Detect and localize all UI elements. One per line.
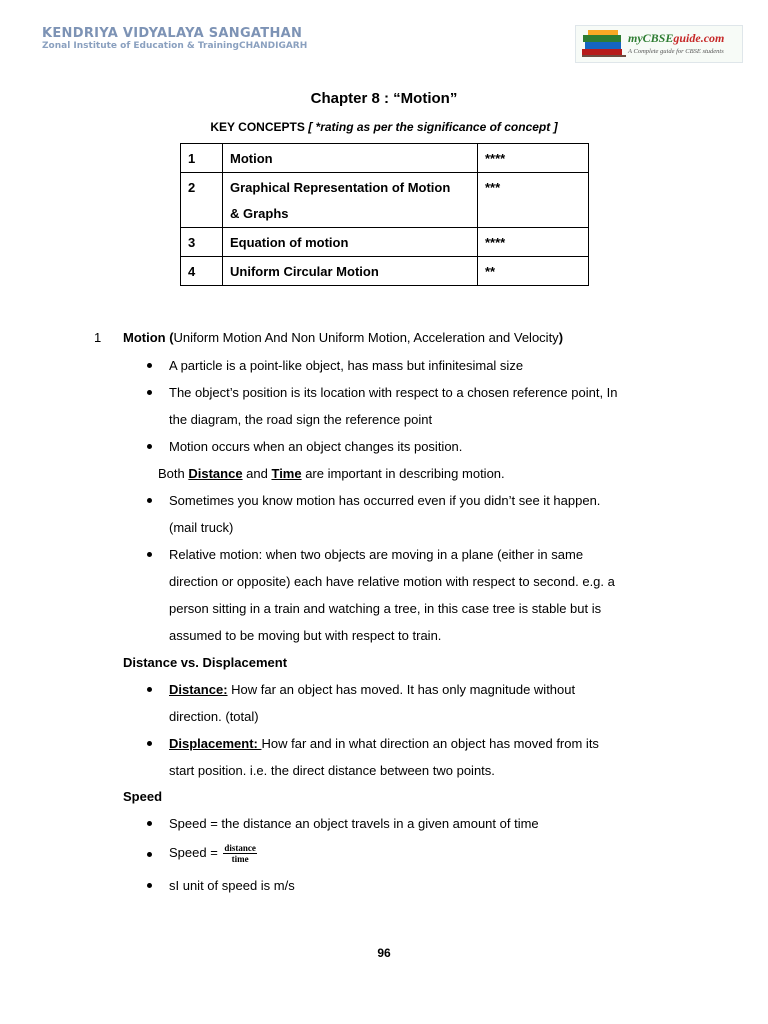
list-item-cont: assumed to be moving but with respect to train. bbox=[169, 628, 442, 643]
list-item-cont: person sitting in a train and watching a tree, in this case tree is stable but is bbox=[169, 601, 602, 616]
subheading-speed: Speed bbox=[123, 789, 163, 804]
table-row bbox=[181, 144, 589, 173]
bullet-icon bbox=[147, 390, 152, 395]
row-rating: **** bbox=[478, 228, 589, 257]
row-concept: Graphical Representation of Motion & Graphs bbox=[223, 173, 478, 228]
row-concept: Motion bbox=[223, 144, 478, 173]
bullet-icon bbox=[147, 741, 152, 746]
header-institute bbox=[42, 27, 307, 51]
section-heading: Motion (Uniform Motion And Non Uniform Motion, Acceleration and Velocity) bbox=[123, 330, 564, 345]
list-item: Sometimes you know motion has occurred even if you didn’t see it happen. bbox=[169, 493, 601, 508]
table-row bbox=[181, 257, 589, 286]
bullet-icon bbox=[147, 498, 152, 503]
section-number: 1 bbox=[94, 330, 102, 345]
institute-line bbox=[42, 42, 307, 51]
list-item: Distance: How far an object has moved. It has only magnitude without bbox=[169, 682, 576, 697]
key-concepts-heading: KEY CONCEPTS [ *rating as per the significance of concept ] bbox=[210, 120, 558, 134]
institute-city: CHANDIGARH bbox=[238, 41, 308, 51]
list-item: sI unit of speed is m/s bbox=[169, 878, 295, 893]
list-item: A particle is a point-like object, has mass but infinitesimal size bbox=[169, 358, 524, 373]
bullet-icon bbox=[147, 444, 152, 449]
list-item-cont: start position. i.e. the direct distance between two points. bbox=[169, 763, 495, 778]
list-item-cont: (mail truck) bbox=[169, 520, 234, 535]
row-number: 4 bbox=[181, 257, 223, 286]
bullet-icon bbox=[147, 687, 152, 692]
paragraph: Both Distance and Time are important in describing motion. bbox=[158, 466, 505, 481]
row-rating: ** bbox=[478, 257, 589, 286]
list-item: Motion occurs when an object changes its position. bbox=[169, 439, 463, 454]
org-name: KENDRIYA VIDYALAYA SANGATHAN bbox=[42, 26, 303, 41]
list-item-cont: the diagram, the road sign the reference point bbox=[169, 412, 433, 427]
list-item-cont: direction. (total) bbox=[169, 709, 259, 724]
bullet-icon bbox=[147, 821, 152, 826]
list-item: Speed = the distance an object travels in a given amount of time bbox=[169, 816, 539, 831]
list-item: The object’s position is its location with respect to a chosen reference point, In bbox=[169, 385, 618, 400]
list-item-cont: direction or opposite) each have relative motion with respect to second. e.g. a bbox=[169, 574, 615, 589]
bullet-icon bbox=[147, 852, 152, 857]
books-icon bbox=[580, 29, 628, 59]
institute-name: Zonal Institute of Education & Training bbox=[42, 41, 239, 51]
row-concept: Uniform Circular Motion bbox=[223, 257, 478, 286]
page-number: 96 bbox=[377, 946, 391, 960]
chapter-title: Chapter 8 : “Motion” bbox=[310, 90, 458, 107]
table-row bbox=[181, 228, 589, 257]
mycbseguide-logo bbox=[575, 25, 743, 63]
speed-fraction: $\frac{\text{distance}}{\text{time}}$ bbox=[224, 843, 256, 865]
row-rating: *** bbox=[478, 173, 589, 228]
bullet-icon bbox=[147, 363, 152, 368]
key-concepts-table bbox=[180, 143, 589, 286]
bullet-icon bbox=[147, 552, 152, 557]
row-concept: Equation of motion bbox=[223, 228, 478, 257]
row-number: 2 bbox=[181, 173, 223, 228]
bullet-icon bbox=[147, 883, 152, 888]
list-item: Displacement: How far and in what direction an object has moved from its bbox=[169, 736, 599, 751]
row-number: 1 bbox=[181, 144, 223, 173]
row-rating: **** bbox=[478, 144, 589, 173]
row-number: 3 bbox=[181, 228, 223, 257]
list-item: Relative motion: when two objects are moving in a plane (either in same bbox=[169, 547, 584, 562]
logo-text: myCBSEguide.com bbox=[628, 31, 725, 45]
subheading-distance-displacement: Distance vs. Displacement bbox=[123, 655, 288, 670]
table-row bbox=[181, 173, 589, 228]
logo-tagline: A Complete guide for CBSE students bbox=[628, 48, 724, 55]
list-item-formula: Speed = $\frac{\text{distance}}{\text{time}}$ bbox=[169, 843, 256, 865]
